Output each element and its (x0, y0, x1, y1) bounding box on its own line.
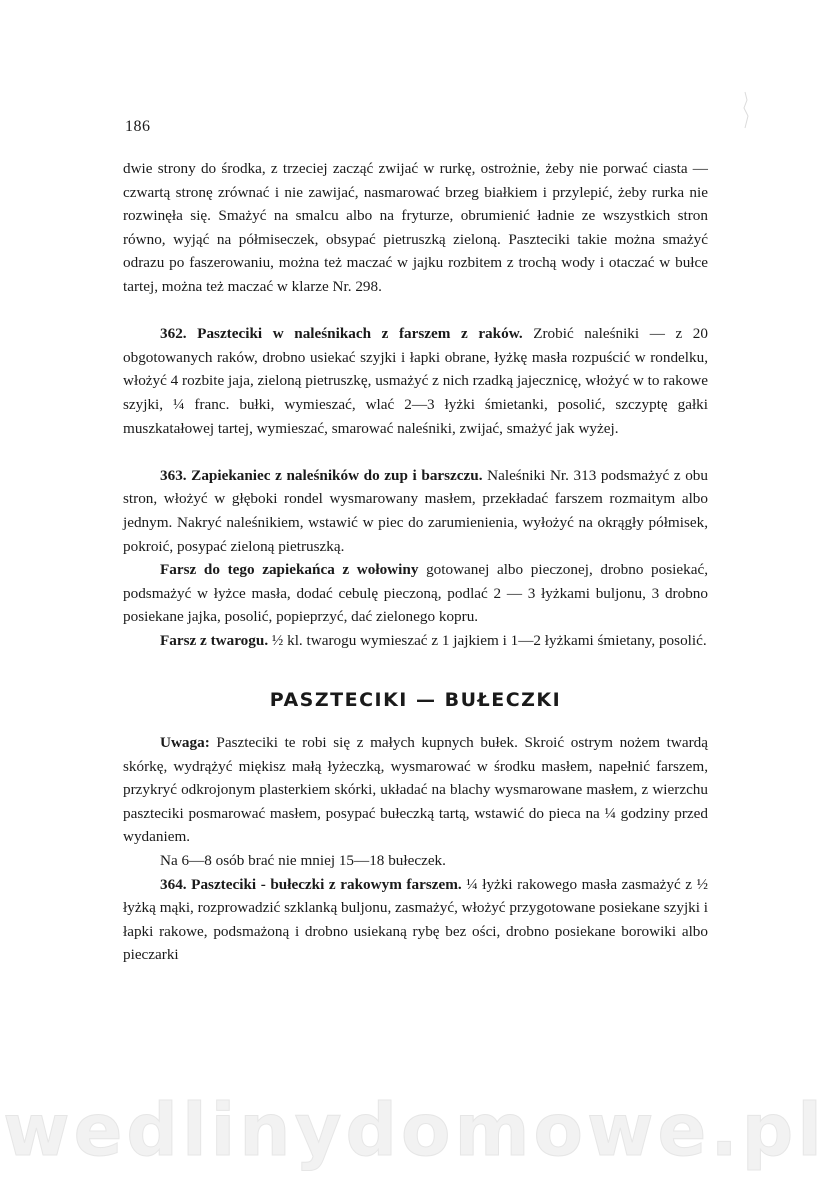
recipe-362-title: 362. Paszteciki w naleśnikach z farszem z raków. (160, 325, 523, 343)
farsz-twarog-body: ½ kl. twarogu wymieszać z 1 jajkiem i 1—2 łyżkami śmietany, posolić. (268, 631, 707, 649)
recipe-362-body: Zrobić naleśniki — z 20 obgotowanych raków, drobno usiekać szyjki i łapki obrane, łyżkę masła rozpuścić w rondelku, włożyć 4 rozbite jaja, zieloną pietruszkę, usmażyć z nich rzadką jajecznicę, włożyć w to rakowe szyjki, ¼ franc. bułki, wymieszać, wlać 2—3 łyżki śmietanki, posolić, szczyptę gałki muszkatałowej tartej, wymieszać, smarować naleśniki, zwijać, smażyć jak wyżej. (123, 325, 708, 437)
watermark: wedlinydomowe.pl (3, 1088, 826, 1172)
page-number: 186 (125, 118, 151, 135)
servings-note: Na 6—8 osób brać nie mniej 15—18 bułeczek. (160, 852, 446, 870)
recipe-363-title: 363. Zapiekaniec z naleśników do zup i barszczu. (160, 466, 483, 484)
uwaga-body: Paszteciki te robi się z małych kupnych bułek. Skroić ostrym nożem twardą skórkę, wydrążyć miękisz małą łyżeczką, wysmarować w środku masłem, napełnić farszem, przykryć odkrojonym plasterkiem skórki, układać na blachy wysmarowane masłem, z wierzchu paszteciki posmarować masłem, posypać bułeczką tartą, wstawić do pieca na ¼ godziny przed wydaniem. (123, 734, 708, 846)
farsz-wolowina-body: gotowanej albo pieczonej, drobno posiekać, podsmażyć w łyżce masła, dodać cebulę pieczoną, podlać 2 — 3 łyżkami buljonu, 3 drobno posiekane jajka, posolić, popieprzyć, dać zielonego kopru. (123, 561, 708, 626)
paragraph-continuation: dwie strony do środka, z trzeciej zacząć zwijać w rurkę, ostrożnie, żeby nie porwać ciasta — czwartą stronę zrównać i nie zawijać, nasmarować brzeg białkiem i przylepić, żeby rurka nie rozwinęła się. Smażyć na smalcu albo na fryturze, obrumienić ładnie ze wszystkich stron równo, wyjąć na półmiseczek, obsypać pietruszką zieloną. Paszteciki takie można smażyć odrazu po faszerowaniu, można też maczać w jajku rozbitem z trochą wody i otaczać w bułce tartej, można też maczać w klarze Nr. 298. (123, 160, 708, 295)
recipe-364 (123, 873, 708, 967)
farsz-wolowina (123, 558, 708, 629)
recipe-363 (123, 464, 708, 558)
farsz-twarog-title: Farsz z twarogu. (160, 631, 269, 649)
recipe-364-body: ¼ łyżki rakowego masła zasmażyć z ½ łyżką mąki, rozprowadzić szklanką buljonu, zasmażyć, włożyć przygotowane posiekane szyjki i łapki rakowe, podsmażoną i drobno usiekaną rybę bez ości, drobno posiekane borowiki albo pieczarki (123, 875, 708, 964)
page-content (123, 157, 708, 967)
recipe-364-title: 364. Paszteciki - bułeczki z rakowym farszem. (160, 875, 462, 893)
recipe-363-body: Naleśniki Nr. 313 podsmażyć z obu stron, włożyć w głęboki rondel wysmarowany masłem, przekładać farszem rozmaitym albo jednym. Nakryć naleśnikiem, wstawić w piec do zarumienienia, wyłożyć na okrągły półmisek, pokroić, posypać zieloną pietruszką. (123, 466, 708, 555)
farsz-wolowina-title: Farsz do tego zapiekańca z wołowiny (160, 561, 419, 579)
uwaga-paragraph (123, 731, 708, 849)
uwaga-title: Uwaga: (160, 734, 210, 752)
section-heading: PASZTECIKI — BUŁECZKI (269, 689, 562, 712)
recipe-362 (123, 322, 708, 440)
page-edge-mark (735, 90, 755, 130)
farsz-twarog (123, 629, 708, 653)
